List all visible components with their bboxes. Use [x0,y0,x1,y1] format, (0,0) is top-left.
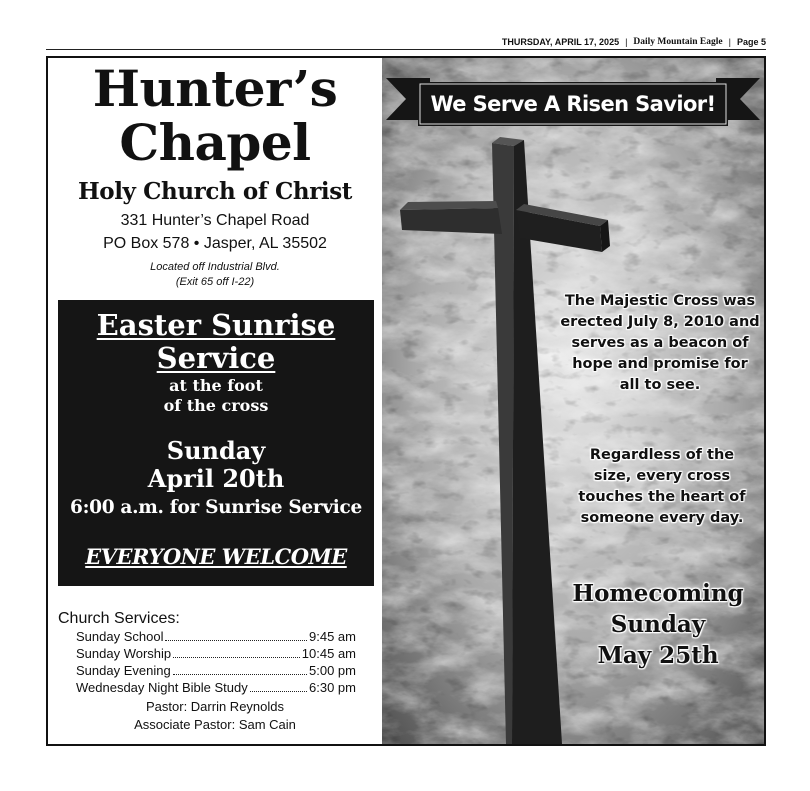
service-row [76,663,356,680]
cross-caption-2: Regardless of the size, every cross touches the heart of someone every day. [578,447,746,526]
exit-note: (Exit 65 off I-22) [175,276,255,288]
easter-service-box [58,300,374,586]
cross-caption: The Majestic Cross was erected July 8, 2010 and serves as a beacon of hope and promise for all to see. [560,293,760,393]
page-header [46,36,766,48]
easter-title-line1: Easter Sunrise [96,308,336,342]
service-name: Wednesday Night Bible Study [76,680,248,695]
associate-pastor-name: Associate Pastor: Sam Cain [134,717,296,732]
service-row [76,629,356,646]
easter-sub-line1: at the foot [169,376,263,395]
service-name: Sunday Evening [76,663,171,678]
church-name-line2: Chapel [119,113,311,172]
header-rule [46,49,766,50]
dot-leader [165,640,307,641]
cross-photo-column [382,58,764,744]
services-list [76,629,356,697]
service-row [76,680,356,697]
service-name: Sunday Worship [76,646,172,661]
church-advertisement [46,56,766,746]
service-row [76,646,356,663]
easter-sub-line2: of the cross [163,396,269,415]
dot-leader [173,657,300,658]
homecoming-line1: Homecoming [572,580,744,607]
service-time: 6:30 pm [309,680,356,695]
church-subtitle: Holy Church of Christ [77,178,353,205]
easter-date: April 20th [147,464,285,493]
po-box-address: PO Box 578 • Jasper, AL 35502 [103,235,327,252]
services-heading: Church Services: [58,610,180,627]
street-address: 331 Hunter’s Chapel Road [120,212,310,229]
everyone-welcome: EVERYONE WELCOME [85,544,347,569]
banner-text: We Serve A Risen Savior! [430,92,716,116]
dot-leader [250,691,307,692]
service-time: 5:00 pm [309,663,356,678]
page-number: Page 5 [736,37,766,47]
homecoming-line3: May 25th [597,642,719,669]
issue-date: THURSDAY, APRIL 17, 2025 [501,37,620,47]
easter-title-line2: Service [156,341,276,375]
service-name: Sunday School [76,629,164,644]
pastor-name: Pastor: Darrin Reynolds [146,699,284,714]
location-note: Located off Industrial Blvd. [150,261,280,273]
service-time: 10:45 am [301,646,356,661]
header-separator: | [625,37,628,47]
church-name-line1: Hunter’s [92,59,338,118]
header-separator: | [728,37,731,47]
easter-time: 6:00 a.m. for Sunrise Service [70,497,362,518]
service-time: 9:45 am [309,629,356,644]
homecoming-notice [552,578,764,671]
ad-info-column [48,58,382,744]
homecoming-line2: Sunday [610,611,706,638]
dot-leader [173,674,307,675]
newspaper-name: Daily Mountain Eagle [633,37,723,47]
easter-day: Sunday [166,436,266,465]
